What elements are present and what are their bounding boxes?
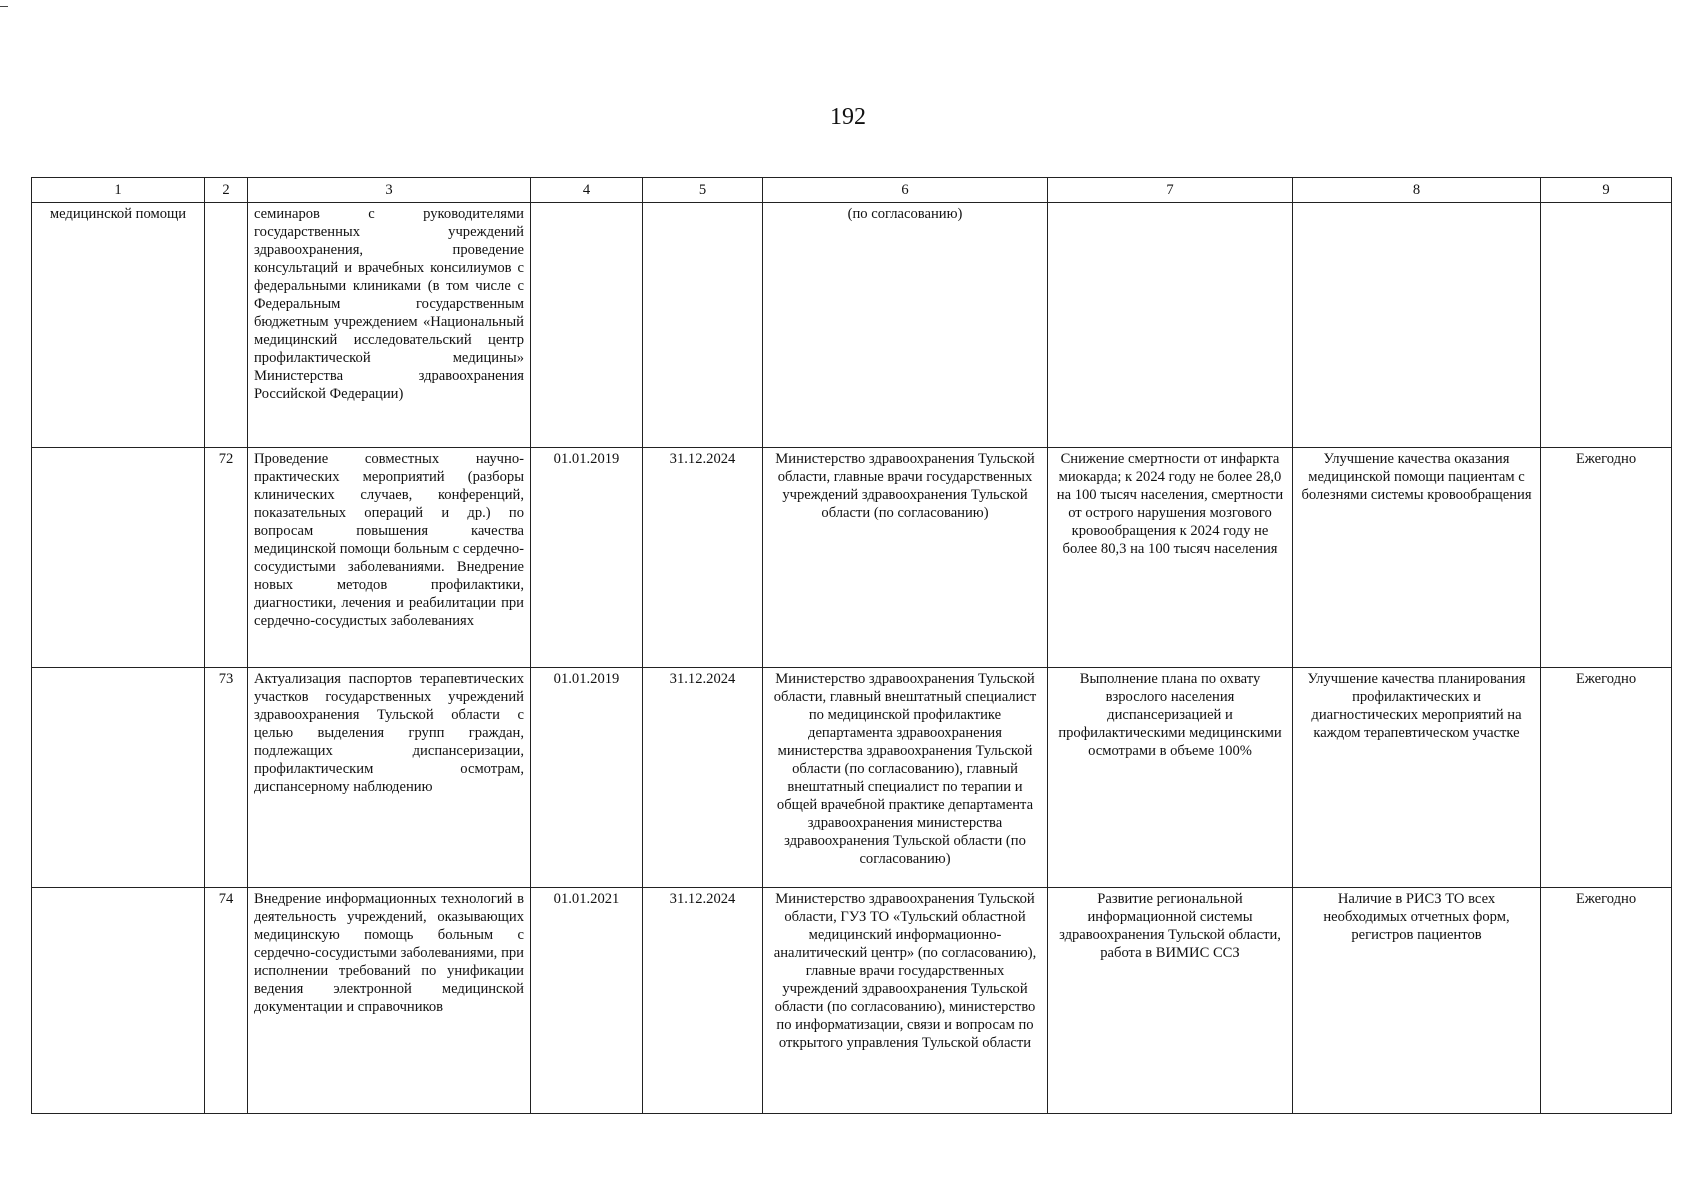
result: Улучшение качества оказания медицинской помощи пациентам с болезнями системы кровообращения	[1293, 448, 1541, 668]
period-cell	[1541, 203, 1672, 448]
section-name-cell: медицинской помощи	[32, 203, 205, 448]
period: Ежегодно	[1541, 888, 1672, 1114]
end-date: 31.12.2024	[643, 888, 763, 1114]
header-col-8: 8	[1293, 178, 1541, 203]
header-col-6: 6	[763, 178, 1048, 203]
table-row-continuation	[32, 203, 1672, 448]
responsible: Министерство здравоохранения Тульской области, главный внештатный специалист по медицинской профилактике департамента здравоохранения министерства здравоохранения Тульской области (по согласованию), главный внештатный специалист по терапии и общей врачебной практике департамента здравоохранения министерства здравоохранения Тульской области (по согласованию)	[763, 668, 1048, 888]
header-col-3: 3	[248, 178, 531, 203]
indicator: Снижение смертности от инфаркта миокарда; к 2024 году не более 28,0 на 100 тысяч населения, смертности от острого нарушения мозгового кровообращения к 2024 году не более 80,3 на 100 тысяч населения	[1048, 448, 1293, 668]
start-date: 01.01.2019	[531, 448, 643, 668]
header-col-2: 2	[205, 178, 248, 203]
header-row	[32, 178, 1672, 203]
start-date: 01.01.2021	[531, 888, 643, 1114]
end-date-cell	[643, 203, 763, 448]
indicator: Выполнение плана по охвату взрослого населения диспансеризацией и профилактическими медицинскими осмотрами в объеме 100%	[1048, 668, 1293, 888]
page-number: 192	[830, 104, 866, 130]
table-row	[32, 668, 1672, 888]
header-col-5: 5	[643, 178, 763, 203]
header-col-9: 9	[1541, 178, 1672, 203]
section-name-cell	[32, 448, 205, 668]
end-date: 31.12.2024	[643, 668, 763, 888]
period: Ежегодно	[1541, 448, 1672, 668]
result-cell	[1293, 203, 1541, 448]
indicator: Развитие региональной информационной системы здравоохранения Тульской области, работа в ВИМИС ССЗ	[1048, 888, 1293, 1114]
measure-text: Проведение совместных научно-практических мероприятий (разборы клинических случаев, конференций, показательных операций и др.) по вопросам повышения качества медицинской помощи больным с сердечно-сосудистыми заболеваниями. Внедрение новых методов профилактики, диагностики, лечения и реабилитации при сердечно-сосудистых заболеваниях	[248, 448, 531, 668]
start-date-cell	[531, 203, 643, 448]
responsible: Министерство здравоохранения Тульской области, ГУЗ ТО «Тульский областной медицинский информационно-аналитический центр» (по согласованию), главные врачи государственных учреждений здравоохранения Тульской области (по согласованию), министерство по информатизации, связи и вопросам по открытого управления Тульской области	[763, 888, 1048, 1114]
result: Наличие в РИСЗ ТО всех необходимых отчетных форм, регистров пациентов	[1293, 888, 1541, 1114]
indicator-cell	[1048, 203, 1293, 448]
measure-text: Внедрение информационных технологий в деятельность учреждений, оказывающих медицинскую помощь больным с сердечно-сосудистыми заболеваниями, при исполнении требований по унификации ведения электронной медицинской документации и справочников	[248, 888, 531, 1114]
result: Улучшение качества планирования профилактических и диагностических мероприятий на каждом терапевтическом участке	[1293, 668, 1541, 888]
period: Ежегодно	[1541, 668, 1672, 888]
measure-text: Актуализация паспортов терапевтических участков государственных учреждений здравоохранения Тульской области с целью выделения групп граждан, подлежащих диспансеризации, профилактическим осмотрам, диспансерному наблюдению	[248, 668, 531, 888]
text-cell: семинаров с руководителями государственных учреждений здравоохранения, проведение консультаций и врачебных консилиумов с федеральными клиниками (в том числе с Федеральным государственным бюджетным учреждением «Национальный медицинский исследовательский центр профилактической медицины» Министерства здравоохранения Российской Федерации)	[248, 203, 531, 448]
scan-edge-mark	[0, 6, 8, 7]
section-name-cell	[32, 668, 205, 888]
table-row	[32, 888, 1672, 1114]
end-date: 31.12.2024	[643, 448, 763, 668]
responsible: Министерство здравоохранения Тульской области, главные врачи государственных учреждений здравоохранения Тульской области (по согласованию)	[763, 448, 1048, 668]
header-col-7: 7	[1048, 178, 1293, 203]
table-row	[32, 448, 1672, 668]
section-name-cell	[32, 888, 205, 1114]
responsible-cell: (по согласованию)	[763, 203, 1048, 448]
row-number: 72	[205, 448, 248, 668]
row-number: 74	[205, 888, 248, 1114]
start-date: 01.01.2019	[531, 668, 643, 888]
num-cell	[205, 203, 248, 448]
row-number: 73	[205, 668, 248, 888]
header-col-1: 1	[32, 178, 205, 203]
header-col-4: 4	[531, 178, 643, 203]
measures-table	[31, 177, 1672, 1114]
